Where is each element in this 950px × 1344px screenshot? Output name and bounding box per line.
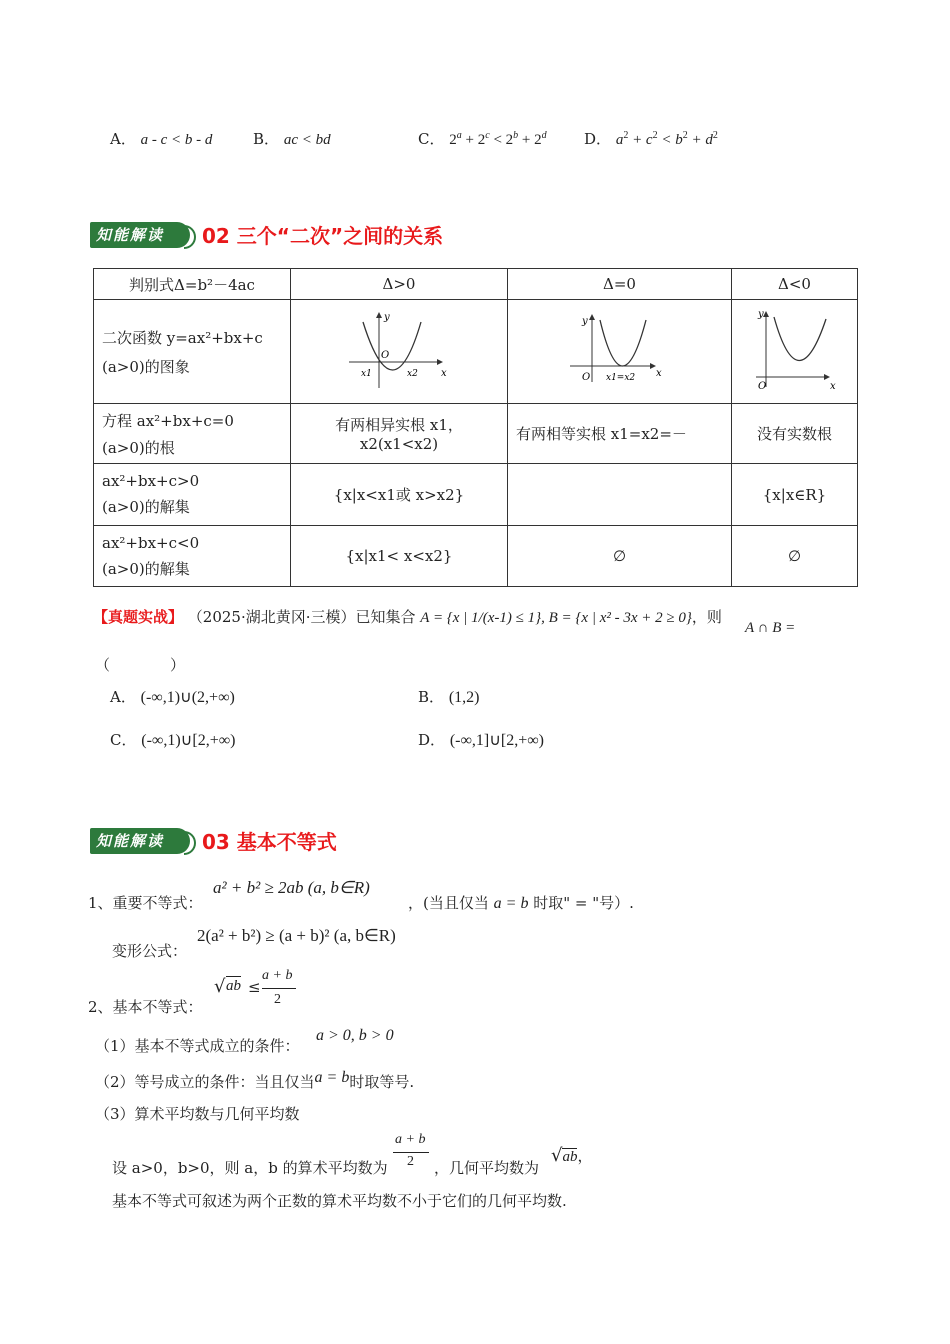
item1-note: ，(当且仅当 a = b 时取" = "号）. [408, 894, 634, 912]
parabola-one-root-figure [570, 310, 670, 390]
parabola-no-root-figure [750, 307, 840, 393]
set-a: A = {x | 1/(x-1) ≤ 1} [420, 610, 542, 626]
exam-option-a: A． (-∞,1)∪(2,+∞) [110, 688, 235, 706]
parabola-two-roots-figure [349, 310, 449, 390]
roots-two: 有两相异实根 x1，x2(x1<x2) [291, 404, 508, 464]
cond1-label: （1）基本不等式成立的条件： [95, 1037, 300, 1055]
svg-text:O: O [581, 371, 590, 383]
mean-line2: 基本不等式可叙述为两个正数的算术平均数不小于它们的几何平均数. [112, 1192, 567, 1210]
item1-label: 1、重要不等式： [88, 894, 203, 912]
item2-label: 2、基本不等式： [88, 998, 203, 1016]
lt-no-root: ∅ [732, 526, 858, 587]
svg-text:O: O [757, 380, 766, 392]
exam-option-c: C． (-∞,1)∪[2,+∞) [110, 731, 236, 749]
header-positive: Δ>0 [291, 269, 508, 300]
svg-text:x1=x2: x1=x2 [605, 372, 635, 383]
gt-two-roots: {x|x<x1或 x>x2} [291, 464, 508, 526]
row-lt-label: ax²+bx+c<0 (a>0)的解集 [94, 526, 291, 587]
exam-question [93, 606, 722, 627]
option-a: A． a - c < b - d [110, 130, 213, 148]
graph-two-roots [291, 300, 508, 404]
roots-one: 有两相等实根 x1=x2=－ [508, 404, 732, 464]
header-negative: Δ<0 [732, 269, 858, 300]
table-row-graph [94, 300, 858, 404]
fraction-denominator: 2 [274, 992, 281, 1007]
header-zero: Δ=0 [508, 269, 732, 300]
header-discriminant: 判别式Δ=b²－4ac [94, 269, 291, 300]
exam-option-d: D． (-∞,1]∪[2,+∞) [418, 731, 544, 749]
sqrt-radicand: ab [226, 978, 241, 994]
option-d: D． $a^2 + c^2 < b^2 + d^2$ [584, 130, 718, 148]
leq-symbol: ≤ [248, 978, 261, 996]
svg-text:x2: x2 [407, 368, 418, 379]
svg-text:y: y [757, 308, 764, 320]
table-row-gt-zero [94, 464, 858, 526]
graph-no-root [732, 300, 858, 404]
quadratic-relations-table [93, 268, 858, 587]
exam-source: （2025·湖北黄冈·三模）已知集合 [187, 608, 416, 626]
svg-text:x: x [441, 367, 447, 379]
mean-line1: 设 a>0，b>0，则 a，b 的算术平均数为 [112, 1159, 388, 1177]
row-graph-label: 二次函数 y=ax²+bx+c (a>0)的图象 [94, 300, 291, 404]
svg-text:y: y [581, 315, 588, 327]
table-header-row [94, 269, 858, 300]
svg-text:y: y [384, 311, 390, 323]
variant-label: 变形公式： [112, 942, 188, 960]
option-c: C． $2^a + 2^c < 2^b + 2^d$ [418, 130, 547, 148]
geo-mean-sqrt: √ab， [551, 1145, 593, 1166]
svg-text:O: O [381, 349, 390, 361]
row-gt-label: ax²+bx+c>0 (a>0)的解集 [94, 464, 291, 526]
variant-expr: 2(a² + b²) ≥ (a + b)² (a, b∈R) [197, 926, 396, 945]
exam-ask: A ∩ B = [745, 620, 796, 636]
svg-text:x1: x1 [361, 368, 372, 379]
roots-none: 没有实数根 [732, 404, 858, 464]
geo-mean-text: ，几何平均数为 [434, 1159, 540, 1177]
section-03-title: 03 基本不等式 [202, 830, 337, 854]
cond3-label: （3）算术平均数与几何平均数 [95, 1105, 300, 1123]
lt-one-root: ∅ [508, 526, 732, 587]
exam-option-b: B． (1,2) [418, 688, 480, 706]
fraction-bar [262, 988, 296, 989]
svg-text:x: x [829, 380, 836, 392]
fraction-numerator: a + b [262, 968, 293, 983]
sqrt-symbol: √ [214, 976, 226, 997]
lt-two-roots: {x|x1< x<x2} [291, 526, 508, 587]
knowledge-badge: 知能解读 [90, 222, 190, 248]
exam-then: ，则 [691, 608, 722, 626]
row-roots-label: 方程 ax²+bx+c=0 (a>0)的根 [94, 404, 291, 464]
graph-one-root [508, 300, 732, 404]
gt-no-root: {x|x∈R} [732, 464, 858, 526]
table-row-roots [94, 404, 858, 464]
cond1-expr: a > 0, b > 0 [316, 1027, 394, 1044]
arith-mean-fraction: a + b 2 [393, 1132, 431, 1172]
exam-tag: 【真题实战】 [93, 608, 184, 626]
item1-expr: a² + b² ≥ 2ab (a, b∈R) [213, 878, 370, 897]
table-row-lt-zero [94, 526, 858, 587]
gt-one-root [508, 464, 732, 526]
cond2: （2）等号成立的条件：当且仅当a = b时取等号. [95, 1069, 415, 1091]
knowledge-badge-2: 知能解读 [90, 828, 190, 854]
answer-paren: （ ） [95, 656, 186, 674]
option-b: B． ac < bd [253, 130, 331, 148]
section-02-title: 02 三个“二次”之间的关系 [202, 224, 444, 248]
svg-text:x: x [655, 367, 662, 379]
set-b: , B = {x | x² - 3x + 2 ≥ 0} [541, 610, 692, 626]
